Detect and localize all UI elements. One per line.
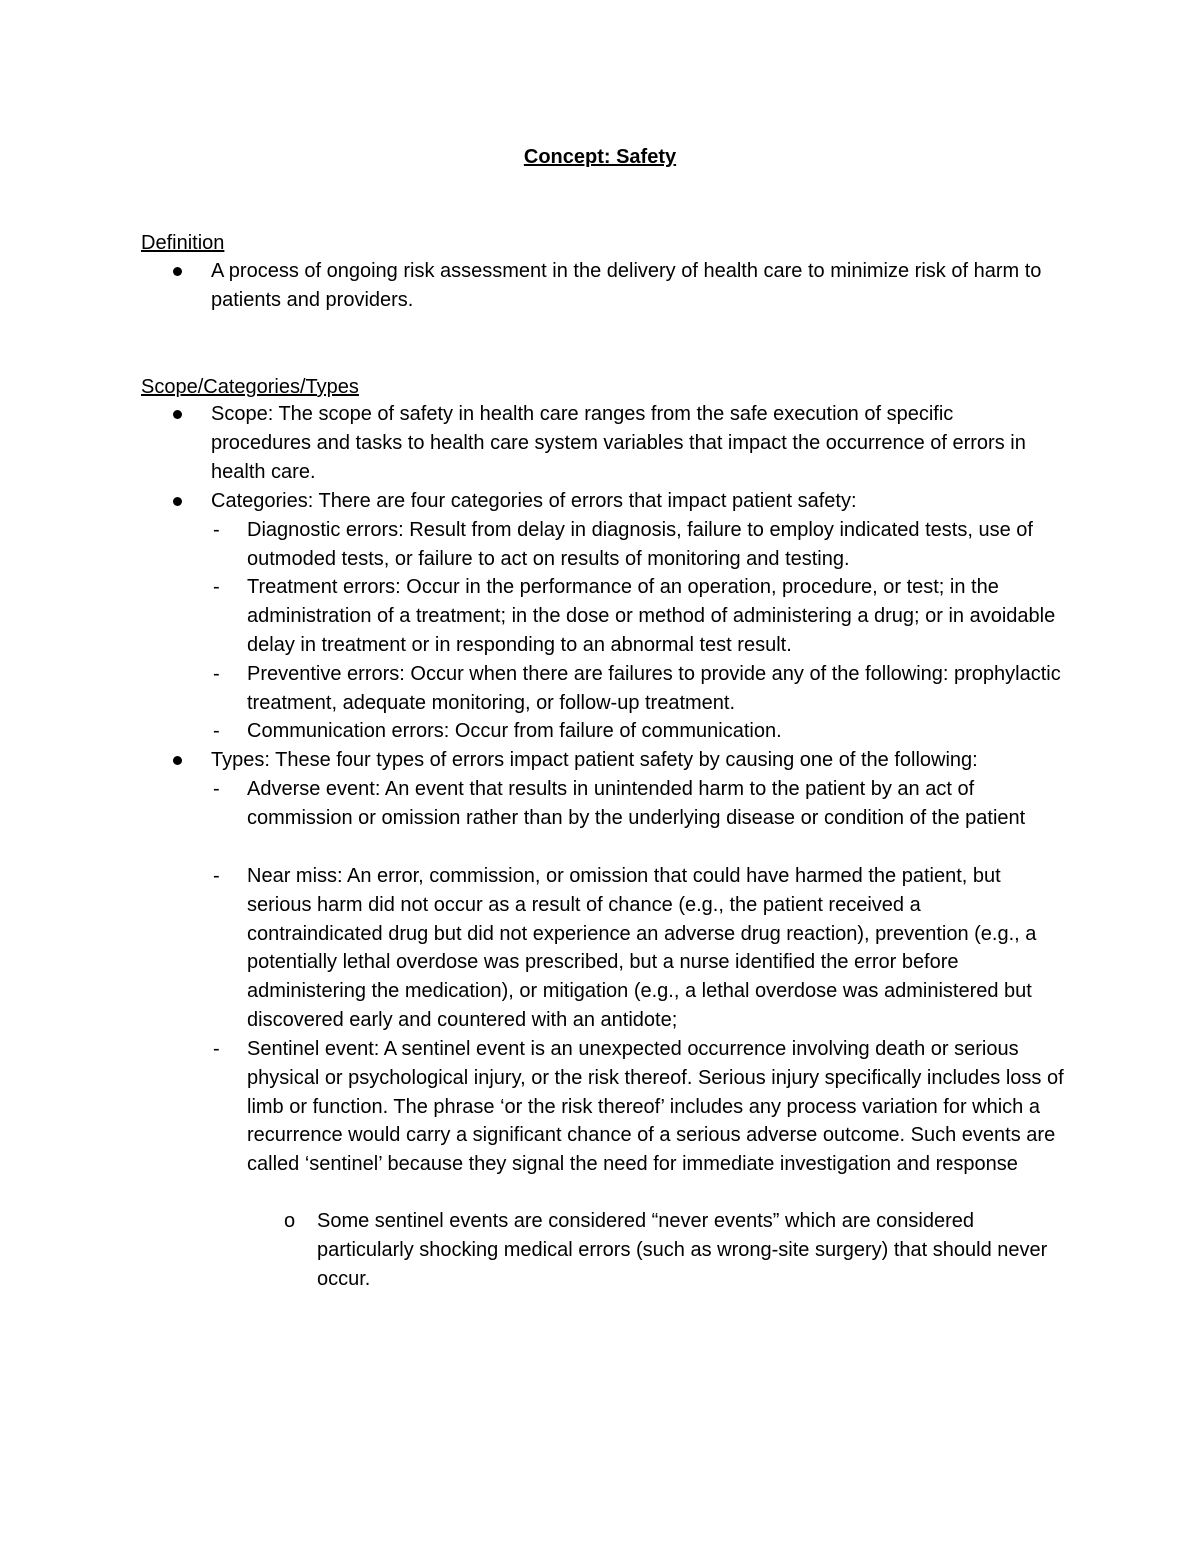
section-heading-scope: Scope/Categories/Types [141, 376, 359, 398]
circle-marker: o [284, 1210, 296, 1232]
page-title: Concept: Safety [523, 146, 677, 168]
bullet-icon [173, 410, 182, 419]
dash-marker: - [213, 865, 220, 887]
dash-marker: - [213, 1038, 220, 1060]
diagnostic-errors-text: Diagnostic errors: Result from delay in diagnosis, failure to employ indicated tests, use of outmoded tests, or failure to act on results of monitoring and testing. [247, 519, 1033, 570]
near-miss-text: Near miss: An error, commission, or omission that could have harmed the patient, but serious harm did not occur as a result of chance (e.g., the patient received a contraindicated drug but did not experience an adverse drug reaction), prevention (e.g., a potentially lethal overdose was prescribed, but a nurse identified the error before administering the medication), or mitigation (e.g., a lethal overdose was administered but discovered early and countered with an antidote; [247, 865, 1037, 1031]
dash-marker: - [213, 720, 220, 742]
never-events-text: Some sentinel events are considered “never events” which are considered particularly shocking medical errors (such as wrong-site surgery) that should never occur. [317, 1210, 1048, 1290]
sentinel-event-text: Sentinel event: A sentinel event is an unexpected occurrence involving death or serious physical or psychological injury, or the risk thereof. Serious injury specifically includes loss of limb or function. The phrase ‘or the risk thereof’ includes any process variation for which a recurrence would carry a significant chance of a serious adverse outcome. Such events are called ‘sentinel’ because they signal the need for immediate investigation and response [247, 1038, 1064, 1176]
section-heading-definition: Definition [141, 232, 225, 254]
treatment-errors-text: Treatment errors: Occur in the performance of an operation, procedure, or test; in the administration of a treatment; in the dose or method of administering a drug; or in avoidable delay in treatment or in responding to an abnormal test result. [247, 576, 1056, 656]
preventive-errors-text: Preventive errors: Occur when there are failures to provide any of the following: prophylactic treatment, adequate monitoring, or follow-up treatment. [247, 663, 1061, 714]
dash-marker: - [213, 576, 220, 598]
dash-marker: - [213, 778, 220, 800]
bullet-icon [173, 756, 182, 765]
categories-bullet-text: Categories: There are four categories of errors that impact patient safety: [211, 490, 857, 512]
dash-marker: - [213, 519, 220, 541]
definition-bullet-text: A process of ongoing risk assessment in the delivery of health care to minimize risk of harm to patients and providers. [211, 260, 1042, 311]
bullet-icon [173, 497, 182, 506]
bullet-icon [173, 267, 182, 276]
dash-marker: - [213, 663, 220, 685]
scope-bullet-text: Scope: The scope of safety in health care ranges from the safe execution of specific procedures and tasks to health care system variables that impact the occurrence of errors in health care. [211, 403, 1026, 483]
types-bullet-text: Types: These four types of errors impact patient safety by causing one of the following: [211, 749, 978, 771]
adverse-event-text: Adverse event: An event that results in unintended harm to the patient by an act of commission or omission rather than by the underlying disease or condition of the patient [247, 778, 1026, 829]
communication-errors-text: Communication errors: Occur from failure of communication. [247, 720, 782, 742]
